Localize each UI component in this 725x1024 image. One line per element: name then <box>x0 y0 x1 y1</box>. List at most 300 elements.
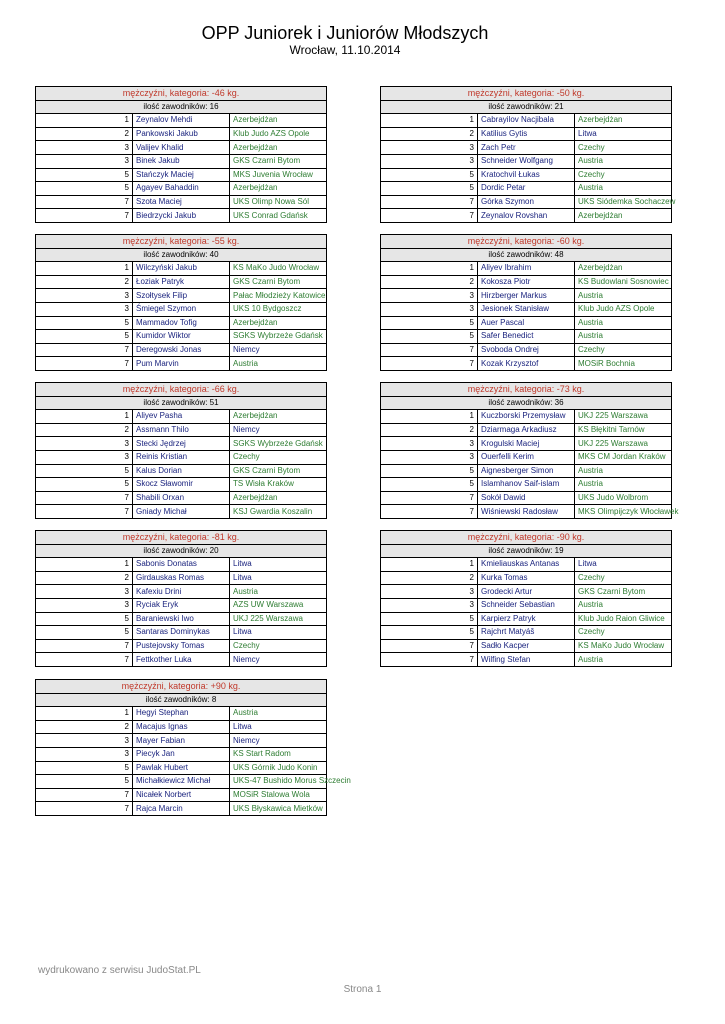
competitor-count: ilość zawodników: 36 <box>381 396 672 410</box>
place-cell: 3 <box>381 302 478 316</box>
competitor-name: Michałkiewicz Michał <box>133 775 230 789</box>
club-name: KSJ Gwardia Koszalin <box>230 505 327 519</box>
club-name: GKS Czarni Bytom <box>230 464 327 478</box>
category-title: mężczyźni, kategoria: -60 kg. <box>381 235 672 249</box>
club-name: UKJ 225 Warszawa <box>575 437 672 451</box>
place-cell: 5 <box>381 182 478 196</box>
club-name: MOSiR Bochnia <box>575 357 672 371</box>
place-cell: 1 <box>36 114 133 128</box>
place-cell: 2 <box>381 423 478 437</box>
club-name: Niemcy <box>230 343 327 357</box>
table-row <box>36 505 327 519</box>
table-row <box>381 653 672 667</box>
club-name: Klub Judo AZS Opole <box>230 127 327 141</box>
competitor-name: Aignesberger Simon <box>478 464 575 478</box>
place-cell: 1 <box>381 262 478 276</box>
place-cell: 7 <box>381 653 478 667</box>
place-cell: 7 <box>36 357 133 371</box>
place-cell: 1 <box>36 410 133 424</box>
table-row <box>381 127 672 141</box>
place-cell: 3 <box>36 598 133 612</box>
competitor-name: Islamhanov Saif-islam <box>478 478 575 492</box>
place-cell: 7 <box>36 505 133 519</box>
club-name: Austria <box>575 154 672 168</box>
club-name: Litwa <box>575 127 672 141</box>
table-row <box>36 491 327 505</box>
place-cell: 5 <box>36 775 133 789</box>
table-row <box>381 343 672 357</box>
table-row <box>36 275 327 289</box>
table-row <box>36 747 327 761</box>
table-row <box>36 302 327 316</box>
club-name: MKS Olimpijczyk Włocławek <box>575 505 672 519</box>
category-title: mężczyźni, kategoria: -73 kg. <box>381 383 672 397</box>
table-row <box>36 720 327 734</box>
table-row <box>381 330 672 344</box>
place-cell: 3 <box>381 154 478 168</box>
place-cell: 7 <box>36 209 133 223</box>
club-name: UKS-47 Bushido Morus Szczecin <box>230 775 327 789</box>
competitor-name: Reinis Kristian <box>133 450 230 464</box>
competitor-name: Assmann Thilo <box>133 423 230 437</box>
place-cell: 7 <box>36 788 133 802</box>
club-name: UKJ 225 Warszawa <box>230 612 327 626</box>
club-name: Niemcy <box>230 653 327 667</box>
table-row <box>381 289 672 303</box>
competitor-count: ilość zawodników: 48 <box>381 248 672 262</box>
place-cell: 2 <box>36 127 133 141</box>
category-title: mężczyźni, kategoria: -90 kg. <box>381 531 672 545</box>
competitor-name: Kokosza Piotr <box>478 275 575 289</box>
club-name: Pałac Młodzieży Katowice <box>230 289 327 303</box>
competitor-name: Górka Szymon <box>478 195 575 209</box>
table-row <box>36 734 327 748</box>
table-row <box>36 612 327 626</box>
club-name: UKJ 225 Warszawa <box>575 410 672 424</box>
table-row <box>381 154 672 168</box>
competitor-name: Sokół Dawid <box>478 491 575 505</box>
place-cell: 1 <box>36 707 133 721</box>
place-cell: 7 <box>381 491 478 505</box>
competitor-count: ilość zawodników: 21 <box>381 100 672 114</box>
club-name: Czechy <box>575 168 672 182</box>
table-row <box>36 357 327 371</box>
competitor-name: Pankowski Jakub <box>133 127 230 141</box>
competitor-name: Stecki Jędrzej <box>133 437 230 451</box>
category-table <box>35 86 327 223</box>
competitor-name: Karpierz Patryk <box>478 612 575 626</box>
competitor-count: ilość zawodników: 20 <box>36 544 327 558</box>
place-cell: 5 <box>381 612 478 626</box>
club-name: KS MaKo Judo Wrocław <box>230 262 327 276</box>
place-cell: 1 <box>381 410 478 424</box>
club-name: Azerbejdżan <box>575 262 672 276</box>
competitor-name: Ouerfelli Kerim <box>478 450 575 464</box>
competitor-name: Kafexiu Drini <box>133 585 230 599</box>
table-row <box>36 343 327 357</box>
category-title: mężczyźni, kategoria: -66 kg. <box>36 383 327 397</box>
place-cell: 5 <box>36 316 133 330</box>
competitor-name: Dziarmaga Arkadiusz <box>478 423 575 437</box>
table-row <box>381 357 672 371</box>
competitor-name: Shabili Orxan <box>133 491 230 505</box>
category-table <box>35 530 327 667</box>
competitor-name: Zeynalov Mehdi <box>133 114 230 128</box>
category-table <box>35 679 351 816</box>
club-name: Austria <box>575 478 672 492</box>
place-cell: 1 <box>381 558 478 572</box>
place-cell: 7 <box>36 802 133 816</box>
club-name: KS MaKo Judo Wrocław <box>575 639 672 653</box>
place-cell: 5 <box>381 478 478 492</box>
competitor-name: Hegyi Stephan <box>133 707 230 721</box>
table-row <box>36 330 327 344</box>
table-row <box>36 653 327 667</box>
competitor-name: Santaras Dominykas <box>133 626 230 640</box>
place-cell: 3 <box>381 141 478 155</box>
place-cell: 3 <box>381 289 478 303</box>
competitor-name: Wilczyński Jakub <box>133 262 230 276</box>
table-row <box>381 141 672 155</box>
place-cell: 1 <box>36 262 133 276</box>
club-name: UKS 10 Bydgoszcz <box>230 302 327 316</box>
place-cell: 5 <box>381 316 478 330</box>
competitor-name: Kalus Dorian <box>133 464 230 478</box>
place-cell: 7 <box>381 209 478 223</box>
place-cell: 3 <box>36 289 133 303</box>
competitor-name: Aliyev Ibrahim <box>478 262 575 276</box>
table-row <box>36 262 327 276</box>
table-row <box>36 761 327 775</box>
club-name: Litwa <box>575 558 672 572</box>
competitor-name: Wilfing Stefan <box>478 653 575 667</box>
place-cell: 3 <box>36 747 133 761</box>
club-name: Austria <box>230 357 327 371</box>
club-name: Azerbejdżan <box>230 316 327 330</box>
competitor-name: Hirzberger Markus <box>478 289 575 303</box>
place-cell: 2 <box>381 571 478 585</box>
club-name: TS Wisła Kraków <box>230 478 327 492</box>
table-row <box>381 316 672 330</box>
table-row <box>36 209 327 223</box>
place-cell: 2 <box>36 275 133 289</box>
club-name: Czechy <box>230 639 327 653</box>
club-name: Azerbejdżan <box>230 410 327 424</box>
table-row <box>381 478 672 492</box>
place-cell: 3 <box>36 302 133 316</box>
competitor-name: Auer Pascal <box>478 316 575 330</box>
competitor-name: Fettkother Luka <box>133 653 230 667</box>
table-row <box>381 450 672 464</box>
competitor-name: Sabonis Donatas <box>133 558 230 572</box>
table-row <box>381 168 672 182</box>
place-cell: 5 <box>36 612 133 626</box>
competitor-name: Girdauskas Romas <box>133 571 230 585</box>
table-row <box>381 209 672 223</box>
table-row <box>36 410 327 424</box>
competitor-name: Schneider Sebastian <box>478 598 575 612</box>
table-row <box>381 464 672 478</box>
competitor-count: ilość zawodników: 19 <box>381 544 672 558</box>
competitor-name: Dordic Petar <box>478 182 575 196</box>
club-name: Azerbejdżan <box>575 114 672 128</box>
club-name: Azerbejdżan <box>230 182 327 196</box>
place-cell: 2 <box>381 275 478 289</box>
club-name: Austria <box>575 598 672 612</box>
club-name: GKS Czarni Bytom <box>575 585 672 599</box>
table-row <box>36 154 327 168</box>
footer-source: wydrukowano z serwisu JudoStat.PL <box>38 965 201 976</box>
category-title: mężczyźni, kategoria: -50 kg. <box>381 87 672 101</box>
club-name: Austria <box>575 653 672 667</box>
club-name: Austria <box>575 330 672 344</box>
category-table <box>35 382 327 519</box>
category-title: mężczyźni, kategoria: +90 kg. <box>36 680 327 694</box>
place-cell: 7 <box>36 653 133 667</box>
place-cell: 7 <box>36 343 133 357</box>
table-row <box>36 639 327 653</box>
competitor-name: Safer Benedict <box>478 330 575 344</box>
competitor-name: Szołtysek Filip <box>133 289 230 303</box>
table-row <box>36 707 327 721</box>
club-name: Austria <box>575 289 672 303</box>
competitor-name: Grodecki Artur <box>478 585 575 599</box>
table-row <box>381 639 672 653</box>
competitor-name: Ryciak Eryk <box>133 598 230 612</box>
competitor-count: ilość zawodników: 16 <box>36 100 327 114</box>
competitor-name: Biedrzycki Jakub <box>133 209 230 223</box>
place-cell: 3 <box>36 585 133 599</box>
place-cell: 5 <box>36 464 133 478</box>
club-name: GKS Czarni Bytom <box>230 154 327 168</box>
table-row <box>381 491 672 505</box>
place-cell: 5 <box>381 626 478 640</box>
competitor-name: Mammadov Tofig <box>133 316 230 330</box>
place-cell: 3 <box>36 437 133 451</box>
competitor-name: Pustejovsky Tomas <box>133 639 230 653</box>
competitor-name: Pawlak Hubert <box>133 761 230 775</box>
place-cell: 5 <box>36 761 133 775</box>
competitor-count: ilość zawodników: 8 <box>36 693 327 707</box>
club-name: Czechy <box>575 571 672 585</box>
table-row <box>36 114 327 128</box>
table-row <box>36 437 327 451</box>
competitor-name: Deregowski Jonas <box>133 343 230 357</box>
club-name: KS Błękitni Tarnów <box>575 423 672 437</box>
competitor-name: Kratochvil Łukas <box>478 168 575 182</box>
club-name: Czechy <box>575 141 672 155</box>
category-title: mężczyźni, kategoria: -81 kg. <box>36 531 327 545</box>
place-cell: 5 <box>36 168 133 182</box>
competitor-name: Aliyev Pasha <box>133 410 230 424</box>
competitor-name: Pum Marvin <box>133 357 230 371</box>
competitor-count: ilość zawodników: 51 <box>36 396 327 410</box>
competitor-name: Zach Petr <box>478 141 575 155</box>
club-name: Niemcy <box>230 423 327 437</box>
table-row <box>381 505 672 519</box>
table-row <box>36 626 327 640</box>
table-row <box>36 168 327 182</box>
category-table <box>380 530 672 667</box>
club-name: KS Budowlani Sosnowiec <box>575 275 672 289</box>
table-row <box>381 437 672 451</box>
competitor-name: Sadło Kacper <box>478 639 575 653</box>
competitor-name: Rajca Marcin <box>133 802 230 816</box>
table-row <box>381 571 672 585</box>
table-row <box>36 585 327 599</box>
competitor-name: Cabrayilov Nacjibala <box>478 114 575 128</box>
competitor-name: Gniady Michał <box>133 505 230 519</box>
club-name: Austria <box>230 585 327 599</box>
club-name: Azerbejdżan <box>230 114 327 128</box>
footer-page-number: Strona 1 <box>343 984 382 995</box>
competitor-name: Śmiegel Szymon <box>133 302 230 316</box>
place-cell: 3 <box>381 450 478 464</box>
competitor-name: Piecyk Jan <box>133 747 230 761</box>
place-cell: 2 <box>36 720 133 734</box>
club-name: UKS Błyskawica Mietków <box>230 802 327 816</box>
table-row <box>381 195 672 209</box>
club-name: Litwa <box>230 626 327 640</box>
club-name: Czechy <box>575 626 672 640</box>
table-row <box>36 464 327 478</box>
place-cell: 2 <box>381 127 478 141</box>
table-row <box>36 195 327 209</box>
competitor-name: Katilius Gytis <box>478 127 575 141</box>
table-row <box>36 450 327 464</box>
place-cell: 5 <box>381 464 478 478</box>
place-cell: 7 <box>381 343 478 357</box>
club-name: MKS Juvenia Wrocław <box>230 168 327 182</box>
place-cell: 5 <box>36 182 133 196</box>
club-name: Niemcy <box>230 734 327 748</box>
club-name: Klub Judo Raion Gliwice <box>575 612 672 626</box>
table-row <box>36 141 327 155</box>
table-row <box>381 114 672 128</box>
category-title: mężczyźni, kategoria: -46 kg. <box>36 87 327 101</box>
place-cell: 3 <box>381 598 478 612</box>
competitor-name: Macajus Ignas <box>133 720 230 734</box>
competitor-name: Stańczyk Maciej <box>133 168 230 182</box>
place-cell: 5 <box>381 330 478 344</box>
table-row <box>381 423 672 437</box>
competitor-name: Krogulski Maciej <box>478 437 575 451</box>
club-name: UKS Conrad Gdańsk <box>230 209 327 223</box>
club-name: Litwa <box>230 720 327 734</box>
table-row <box>381 558 672 572</box>
competitor-name: Kuczborski Przemysław <box>478 410 575 424</box>
club-name: GKS Czarni Bytom <box>230 275 327 289</box>
place-cell: 7 <box>381 357 478 371</box>
club-name: SGKS Wybrzeże Gdańsk <box>230 437 327 451</box>
competitor-name: Kmieliauskas Antanas <box>478 558 575 572</box>
competitor-name: Kozak Krzysztof <box>478 357 575 371</box>
competitor-name: Mayer Fabian <box>133 734 230 748</box>
table-row <box>36 571 327 585</box>
table-row <box>36 182 327 196</box>
place-cell: 7 <box>36 491 133 505</box>
competitor-name: Rajchrt Matyáš <box>478 626 575 640</box>
competitor-name: Agayev Bahaddin <box>133 182 230 196</box>
page-title: OPP Juniorek i Juniorów Młodszych <box>201 23 489 43</box>
table-row <box>381 626 672 640</box>
table-row <box>381 612 672 626</box>
place-cell: 1 <box>36 558 133 572</box>
competitor-name: Zeynalov Rovshan <box>478 209 575 223</box>
place-cell: 5 <box>36 626 133 640</box>
club-name: SGKS Wybrzeże Gdańsk <box>230 330 327 344</box>
place-cell: 5 <box>36 330 133 344</box>
table-row <box>381 585 672 599</box>
category-table <box>35 234 327 371</box>
competitor-name: Łoziak Patryk <box>133 275 230 289</box>
competitor-name: Jesionek Stanisław <box>478 302 575 316</box>
club-name: UKS Siódemka Sochaczew <box>575 195 672 209</box>
table-row <box>36 802 327 816</box>
club-name: Azerbejdżan <box>575 209 672 223</box>
place-cell: 7 <box>36 639 133 653</box>
place-cell: 3 <box>381 437 478 451</box>
page-subtitle: Wrocław, 11.10.2014 <box>289 43 401 57</box>
competitor-name: Szota Maciej <box>133 195 230 209</box>
table-row <box>36 788 327 802</box>
club-name: MOSiR Stalowa Wola <box>230 788 327 802</box>
club-name: KS Start Radom <box>230 747 327 761</box>
table-row <box>36 289 327 303</box>
club-name: Klub Judo AZS Opole <box>575 302 672 316</box>
club-name: Austria <box>575 464 672 478</box>
club-name: Czechy <box>230 450 327 464</box>
place-cell: 3 <box>381 585 478 599</box>
table-row <box>36 127 327 141</box>
competitor-name: Valijev Khalid <box>133 141 230 155</box>
competitor-name: Kumidor Wiktor <box>133 330 230 344</box>
club-name: Azerbejdżan <box>230 141 327 155</box>
place-cell: 5 <box>381 168 478 182</box>
competitor-name: Svoboda Ondrej <box>478 343 575 357</box>
table-row <box>36 316 327 330</box>
table-row <box>381 275 672 289</box>
club-name: Austria <box>230 707 327 721</box>
club-name: Azerbejdżan <box>230 491 327 505</box>
place-cell: 2 <box>36 571 133 585</box>
competitor-name: Schneider Wolfgang <box>478 154 575 168</box>
club-name: MKS CM Jordan Kraków <box>575 450 672 464</box>
club-name: AZS UW Warszawa <box>230 598 327 612</box>
table-row <box>36 478 327 492</box>
table-row <box>381 182 672 196</box>
category-table <box>380 86 676 223</box>
club-name: UKS Olimp Nowa Sól <box>230 195 327 209</box>
place-cell: 3 <box>36 154 133 168</box>
place-cell: 7 <box>381 195 478 209</box>
club-name: Czechy <box>575 343 672 357</box>
competitor-name: Skocz Sławomir <box>133 478 230 492</box>
table-row <box>36 775 327 789</box>
table-row <box>36 423 327 437</box>
table-row <box>381 302 672 316</box>
club-name: UKS Górnik Judo Konin <box>230 761 327 775</box>
place-cell: 7 <box>381 505 478 519</box>
competitor-name: Binek Jakub <box>133 154 230 168</box>
place-cell: 1 <box>381 114 478 128</box>
club-name: Austria <box>575 182 672 196</box>
competitor-name: Nicałek Norbert <box>133 788 230 802</box>
club-name: Austria <box>575 316 672 330</box>
place-cell: 7 <box>36 195 133 209</box>
category-table <box>380 234 672 371</box>
table-row <box>36 558 327 572</box>
